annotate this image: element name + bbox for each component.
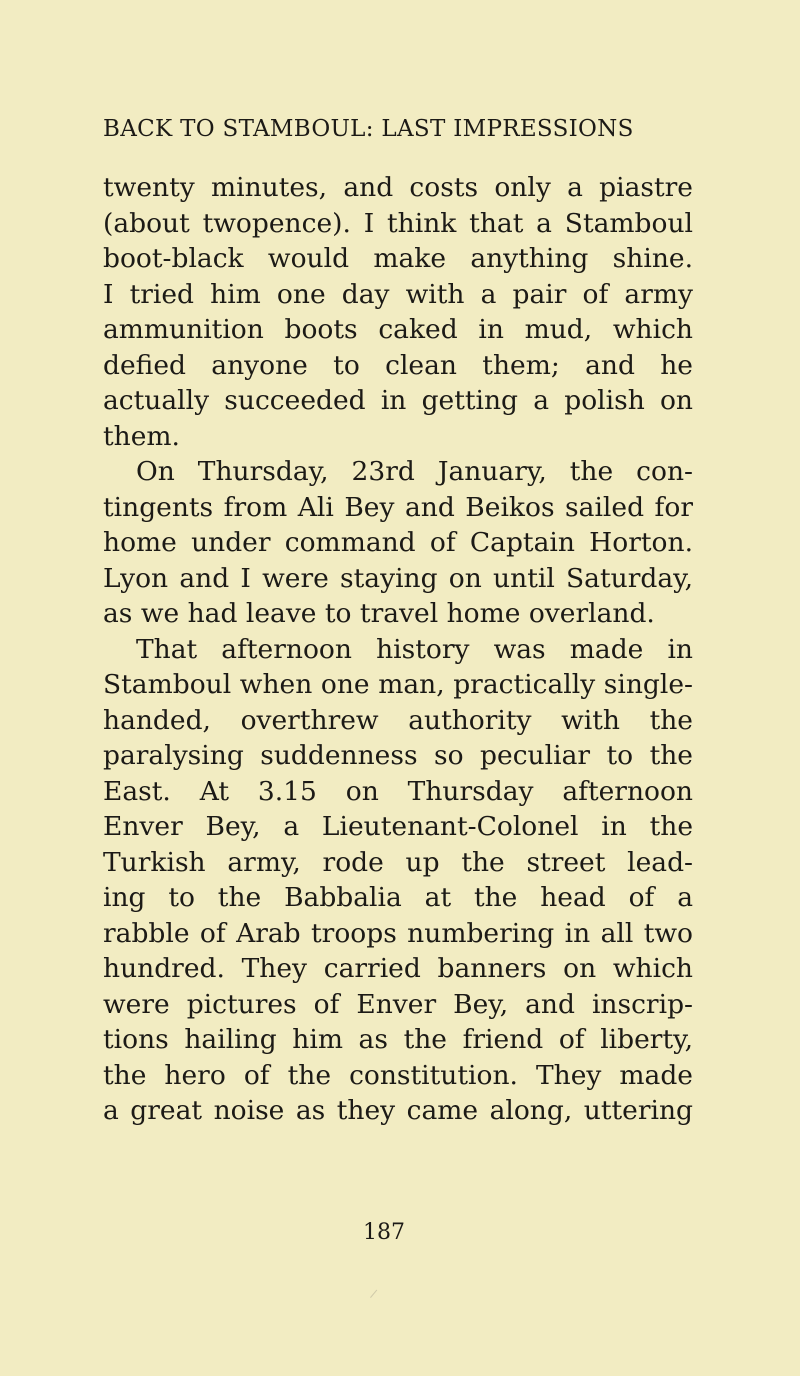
text-line: Lyon and I were staying on until Saturday, xyxy=(103,562,693,594)
text-line: tions hailing him as the friend of liberty, xyxy=(103,1024,693,1055)
text-line: rabble of Arab troops numbering in all two xyxy=(103,917,693,949)
text-line: were pictures of Enver Bey, and inscrip- xyxy=(103,988,693,1020)
text-line: as we had leave to travel home overland. xyxy=(103,598,655,629)
running-header: BACK TO STAMBOUL: LAST IMPRESSIONS xyxy=(103,116,634,142)
text-line: (about twopence). I think that a Stamboul xyxy=(103,207,693,239)
text-line: Turkish army, rode up the street lead- xyxy=(103,846,693,878)
text-line: Stamboul when one man, practically single- xyxy=(103,669,693,700)
text-line: paralysing suddenness so peculiar to the xyxy=(103,740,693,771)
text-line: That afternoon history was made in xyxy=(136,633,693,665)
text-line: ammunition boots caked in mud, which xyxy=(103,314,693,345)
text-line: Enver Bey, a Lieutenant-Colonel in the xyxy=(103,811,693,842)
text-line: East. At 3.15 on Thursday afternoon xyxy=(103,775,693,807)
text-line: actually succeeded in getting a polish on xyxy=(103,385,693,416)
text-line: I tried him one day with a pair of army xyxy=(103,278,693,310)
text-line: On Thursday, 23rd January, the con- xyxy=(136,456,693,487)
text-line: hundred. They carried banners on which xyxy=(103,953,693,984)
text-line: ing to the Babbalia at the head of a xyxy=(103,882,693,913)
text-line: a great noise as they came along, uttering xyxy=(103,1095,693,1126)
text-line: handed, overthrew authority with the xyxy=(103,704,693,736)
text-line: them. xyxy=(103,420,180,452)
text-line: tingents from Ali Bey and Beikos sailed for xyxy=(103,491,693,523)
text-line: boot-black would make anything shine. xyxy=(103,243,693,274)
text-line: twenty minutes, and costs only a piastre xyxy=(103,172,693,203)
paper-speck xyxy=(370,1290,385,1305)
text-line: defied anyone to clean them; and he xyxy=(103,349,693,381)
text-line: the hero of the constitution. They made xyxy=(103,1059,693,1091)
text-line: home under command of Captain Horton. xyxy=(103,527,693,558)
body-text xyxy=(103,170,693,1129)
page-number: 187 xyxy=(363,1220,405,1245)
